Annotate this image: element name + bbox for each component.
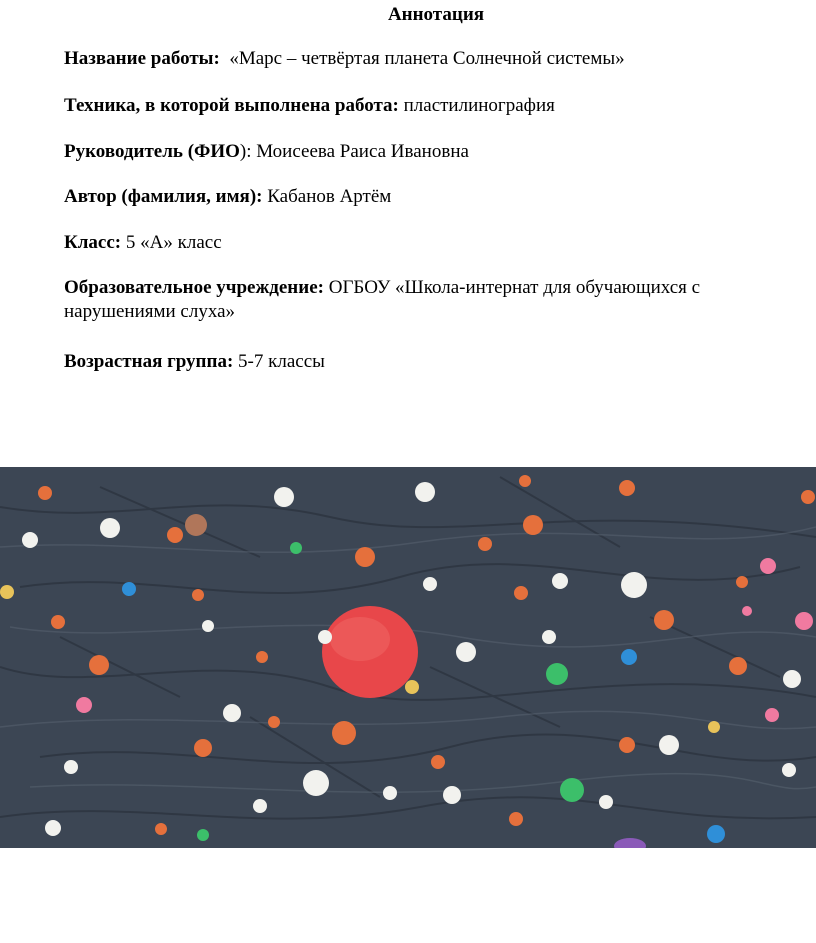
field-supervisor: [64, 140, 804, 164]
field-label: Техника, в которой выполнена работа:: [64, 95, 399, 116]
brown-dot: [185, 514, 207, 536]
field-label: Руководитель (ФИО: [64, 141, 240, 162]
field-label: Класс:: [64, 232, 122, 253]
field-author: [64, 185, 804, 209]
field-label: Образовательное учреждение:: [64, 277, 324, 298]
annotation-title: Аннотация: [387, 4, 485, 25]
field-label: Возрастная группа:: [64, 351, 234, 372]
field-value: ): Моисеева Раиса Ивановна: [239, 141, 469, 162]
field-age-group: [64, 350, 804, 374]
field-technique: [64, 94, 804, 118]
field-institution: [64, 276, 804, 324]
field-value: Кабанов Артём: [267, 186, 392, 207]
field-value: 5 «А» класс: [125, 232, 222, 253]
artwork-photo: [0, 467, 816, 848]
field-value: пластилинография: [403, 95, 555, 116]
field-value: «Марс – четвёртая планета Солнечной системы»: [229, 48, 625, 69]
plasticine-mars-artwork: [0, 467, 816, 848]
field-label: Название работы:: [64, 48, 220, 69]
field-value: 5-7 классы: [238, 351, 325, 372]
field-label: Автор (фамилия, имя):: [64, 186, 263, 207]
field-class: [64, 231, 804, 255]
field-value: ОГБОУ «Школа-интернат для обучающихся с нарушениями слуха»: [64, 277, 701, 322]
mars-highlight: [330, 617, 390, 661]
field-work-title: [64, 47, 804, 71]
